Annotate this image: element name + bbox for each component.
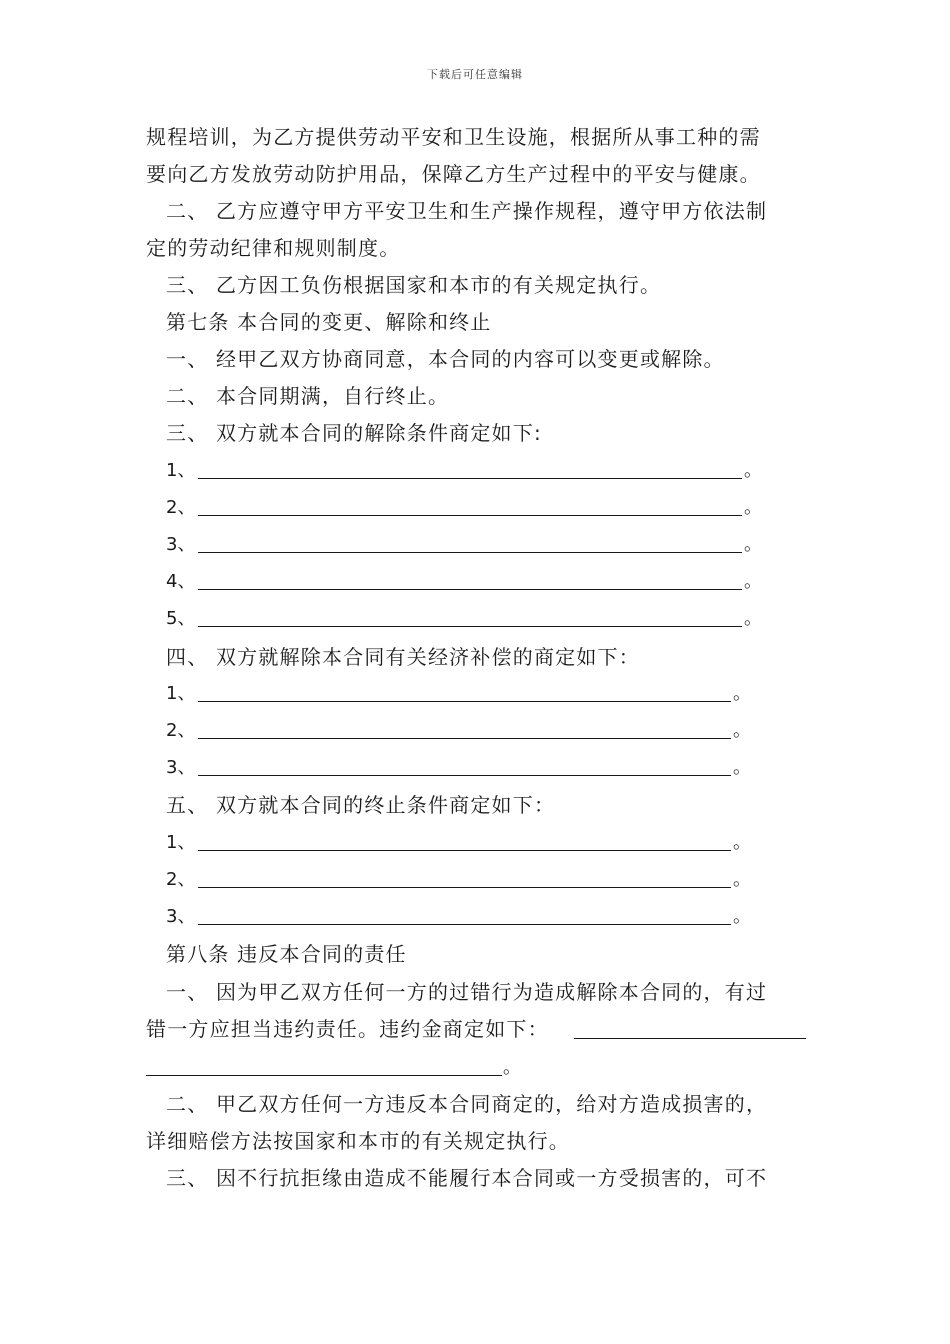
fill-in-blank[interactable] (198, 478, 742, 479)
fill-in-blank[interactable] (198, 775, 731, 776)
fill-in-blank[interactable] (198, 887, 731, 888)
page-header: 下载后可任意编辑 (427, 68, 523, 81)
fill-in-blank[interactable] (198, 589, 742, 590)
blank-end-mark: 。 (744, 534, 762, 555)
blank-number: 5、 (166, 608, 196, 629)
fill-in-blank[interactable] (198, 626, 742, 627)
clause-line: 四、 双方就解除本合同有关经济补偿的商定如下： (166, 645, 640, 669)
blank-end-mark: 。 (744, 497, 762, 518)
clause-line: 详细赔偿方法按国家和本市的有关规定执行。 (146, 1129, 570, 1153)
blank-end-mark: 。 (744, 571, 762, 592)
blank-end-mark: 。 (744, 608, 762, 629)
clause-line: 一、 经甲乙双方协商同意，本合同的内容可以变更或解除。 (166, 347, 725, 371)
fill-in-blank[interactable] (198, 515, 742, 516)
blank-number: 3、 (166, 757, 196, 778)
blank-number: 1、 (166, 832, 196, 853)
fill-in-blank[interactable] (198, 701, 731, 702)
clause-line: 错一方应担当违约责任。违约金商定如下： (146, 1017, 549, 1041)
clause-line: 二、 本合同期满，自行终止。 (166, 384, 450, 408)
fill-in-blank[interactable] (198, 850, 731, 851)
blank-number: 3、 (166, 534, 196, 555)
fill-in-blank[interactable] (198, 924, 731, 925)
blank-end-mark: 。 (733, 832, 751, 853)
blank-number: 1、 (166, 460, 196, 481)
clause-line: 五、 双方就本合同的终止条件商定如下： (166, 793, 556, 817)
clause-line: 三、 因不行抗拒缘由造成不能履行本合同或一方受损害的，可不 (166, 1166, 768, 1190)
blank-end-mark: 。 (733, 906, 751, 927)
clause-line: 定的劳动纪律和规则制度。 (146, 236, 401, 260)
fill-in-blank[interactable] (198, 738, 731, 739)
blank-number: 2、 (166, 869, 196, 890)
blank-number: 2、 (166, 720, 196, 741)
clause-line: 二、 甲乙双方任何一方违反本合同商定的，给对方造成损害的， (166, 1092, 768, 1116)
para-line: 规程培训，为乙方提供劳动平安和卫生设施，根据所从事工种的需 (146, 125, 761, 149)
blank-end-mark: 。 (733, 683, 751, 704)
blank-end-mark: 。 (744, 460, 762, 481)
blank-number: 4、 (166, 571, 196, 592)
article-title: 第八条 违反本合同的责任 (166, 942, 407, 966)
clause-line: 二、 乙方应遵守甲方平安卫生和生产操作规程，遵守甲方依法制 (166, 199, 768, 223)
blank-number: 2、 (166, 497, 196, 518)
article-title: 第七条 本合同的变更、解除和终止 (166, 310, 492, 334)
blank-end-mark: 。 (733, 720, 751, 741)
blank-end-mark: 。 (733, 869, 751, 890)
fill-in-blank[interactable] (146, 1075, 502, 1076)
blank-number: 3、 (166, 906, 196, 927)
clause-line: 一、 因为甲乙双方任何一方的过错行为造成解除本合同的，有过 (166, 980, 768, 1004)
fill-in-blank[interactable] (198, 552, 742, 553)
blank-end-mark: 。 (503, 1057, 521, 1078)
blank-end-mark: 。 (733, 757, 751, 778)
blank-number: 1、 (166, 683, 196, 704)
clause-line: 三、 双方就本合同的解除条件商定如下: (166, 421, 542, 445)
fill-in-blank[interactable] (574, 1038, 806, 1039)
clause-line: 三、 乙方因工负伤根据国家和本市的有关规定执行。 (166, 273, 662, 297)
para-line: 要向乙方发放劳动防护用品，保障乙方生产过程中的平安与健康。 (146, 162, 761, 186)
